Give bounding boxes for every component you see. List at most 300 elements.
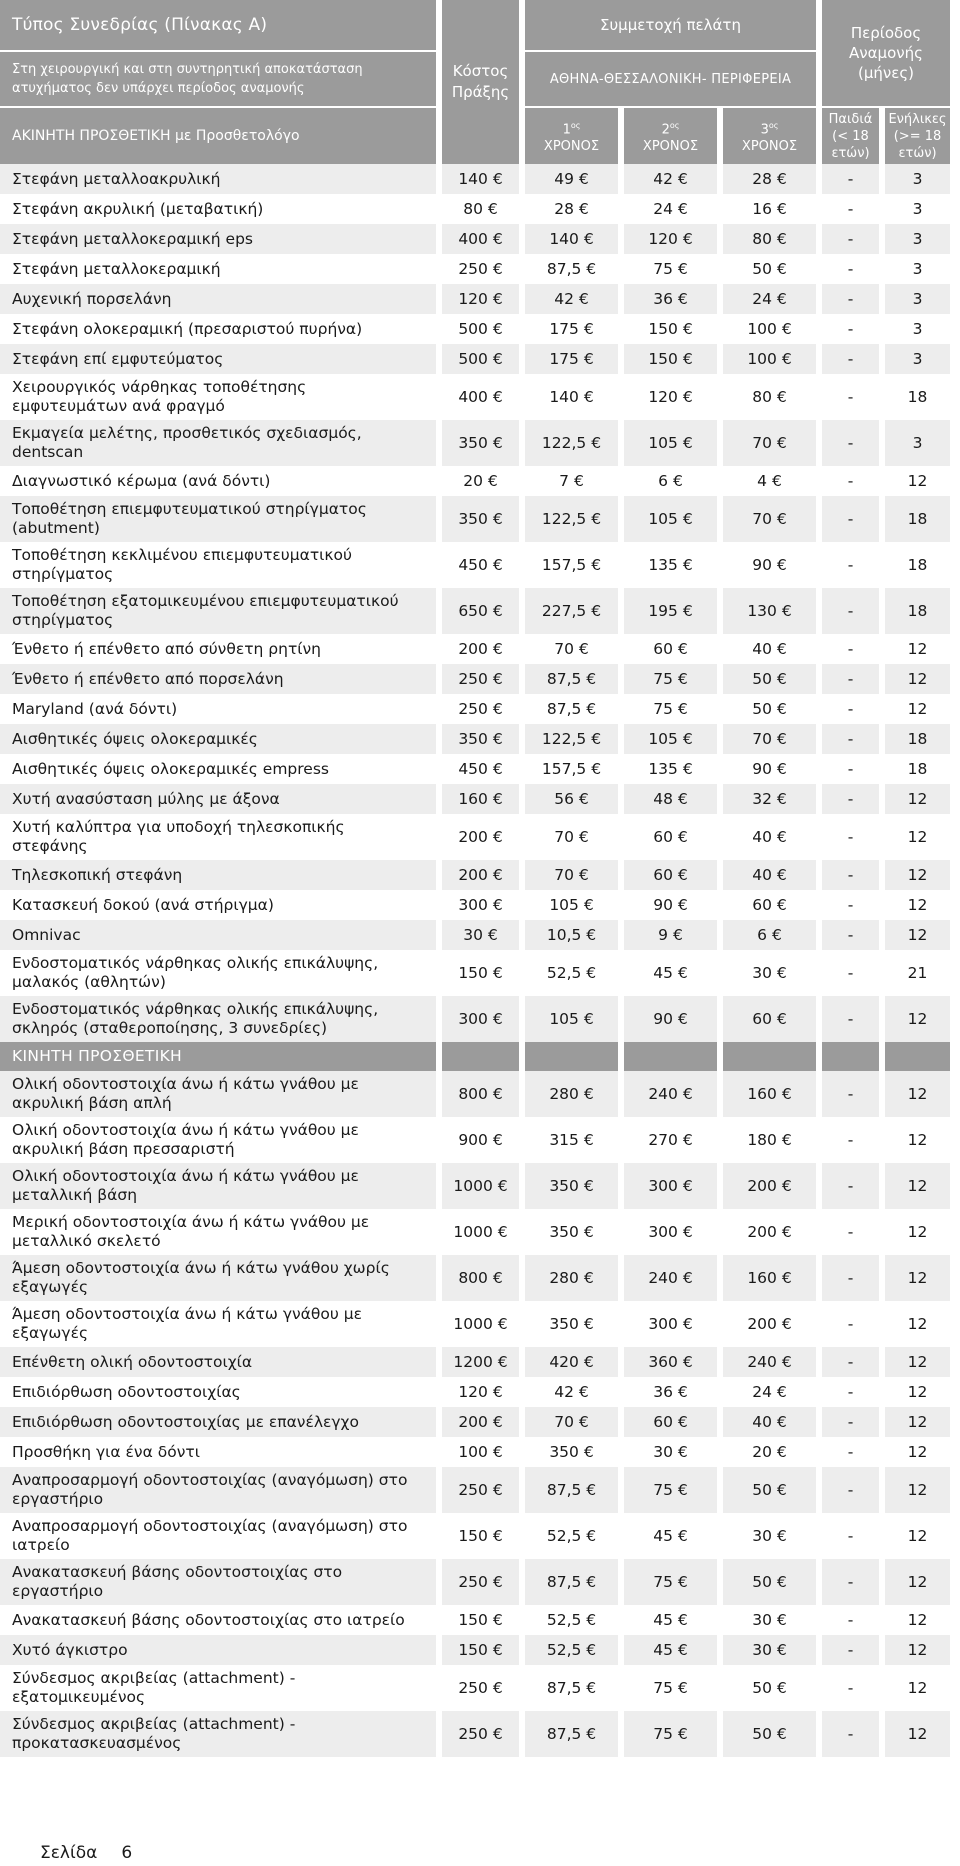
- kids-period-cell: -: [822, 314, 879, 344]
- procedure-name-line: ακρυλική βάση απλή: [12, 1094, 172, 1112]
- year-2-cell: 75 €: [624, 1467, 717, 1513]
- procedure-name-line: Στεφάνη μεταλλοκεραμική eps: [12, 229, 253, 248]
- cost-cell: 450 €: [442, 754, 519, 784]
- procedure-name-line: εργαστήριο: [12, 1490, 104, 1508]
- year-2-cell: 195 €: [624, 588, 717, 634]
- procedure-name-line: εμφυτευμάτων ανά φραγμό: [12, 397, 225, 415]
- kids-period-cell: -: [822, 996, 879, 1042]
- kids-period-cell: -: [822, 1117, 879, 1163]
- year-2-cell: 75 €: [624, 694, 717, 724]
- year-1-cell: 70 €: [525, 1407, 618, 1437]
- table-row: [0, 420, 950, 466]
- year-1-cell: 52,5 €: [525, 1605, 618, 1635]
- year-1-cell: 350 €: [525, 1209, 618, 1255]
- year-3-cell: 160 €: [723, 1255, 816, 1301]
- adults-header: Ενήλικες (>= 18 ετών): [885, 108, 950, 164]
- section-filler-cell: [525, 1042, 618, 1071]
- cost-header-line2: Πράξης: [451, 83, 510, 101]
- procedure-name-line: Σύνδεσμος ακριβείας (attachment) -: [12, 1715, 296, 1733]
- table-row: [0, 694, 950, 724]
- table-row: [0, 664, 950, 694]
- procedure-name-line: Ένθετο ή επένθετο από σύνθετη ρητίνη: [12, 639, 322, 658]
- cost-header: [442, 0, 519, 164]
- kids-period-cell: -: [822, 1437, 879, 1467]
- year-2-cell: 75 €: [624, 254, 717, 284]
- year-3-cell: 100 €: [723, 314, 816, 344]
- adults-period-cell: 18: [885, 754, 950, 784]
- year-3-header: $3^{o\varsigma}$ ΧΡΟΝΟΣ: [723, 108, 816, 164]
- procedure-name: [0, 194, 436, 224]
- cost-cell: 500 €: [442, 314, 519, 344]
- procedure-name: [0, 1117, 436, 1163]
- adults-period-cell: 12: [885, 1117, 950, 1163]
- procedure-name: [0, 1071, 436, 1117]
- procedure-name: [0, 694, 436, 724]
- cost-cell: 350 €: [442, 420, 519, 466]
- year-1-cell: 140 €: [525, 374, 618, 420]
- year-2-cell: 240 €: [624, 1255, 717, 1301]
- year-3-cell: 40 €: [723, 814, 816, 860]
- year-2-cell: 60 €: [624, 1407, 717, 1437]
- year-2-cell: 105 €: [624, 724, 717, 754]
- year-3-cell: 6 €: [723, 920, 816, 950]
- procedure-name: [0, 724, 436, 754]
- page-footer: [40, 1843, 132, 1863]
- procedure-name-line: στηρίγματος: [12, 565, 114, 583]
- year-3-cell: 50 €: [723, 1665, 816, 1711]
- year-2-cell: 75 €: [624, 664, 717, 694]
- year-3-cell: 50 €: [723, 694, 816, 724]
- year-3-cell: 100 €: [723, 344, 816, 374]
- year-3-cell: 40 €: [723, 860, 816, 890]
- period-line2: Αναμονής: [849, 44, 923, 62]
- page-label: Σελίδα: [40, 1843, 98, 1863]
- year-3-cell: 50 €: [723, 1467, 816, 1513]
- year-3-cell: 30 €: [723, 950, 816, 996]
- kids-period-cell: -: [822, 588, 879, 634]
- table-row: [0, 784, 950, 814]
- year-2-cell: 45 €: [624, 1513, 717, 1559]
- adults-period-cell: 12: [885, 814, 950, 860]
- kids-period-cell: -: [822, 950, 879, 996]
- year-2-cell: 300 €: [624, 1163, 717, 1209]
- adults-period-cell: 3: [885, 164, 950, 194]
- procedure-name-line: Omnivac: [12, 925, 81, 944]
- year-1-cell: 122,5 €: [525, 420, 618, 466]
- year-3-cell: 40 €: [723, 1407, 816, 1437]
- year-1-cell: 56 €: [525, 784, 618, 814]
- procedure-name-line: Αναπροσαρμογή οδοντοστοιχίας (αναγόμωση) στο: [12, 1471, 408, 1489]
- procedure-name-line: μαλακός (αθλητών): [12, 973, 166, 991]
- year-3-cell: 50 €: [723, 1711, 816, 1757]
- year-1-cell: 10,5 €: [525, 920, 618, 950]
- table-row: [0, 542, 950, 588]
- adults-period-cell: 12: [885, 1559, 950, 1605]
- year-1-cell: 175 €: [525, 344, 618, 374]
- procedure-name: [0, 920, 436, 950]
- section-header-row: [0, 1042, 950, 1071]
- kids-period-cell: -: [822, 1711, 879, 1757]
- procedure-name: [0, 224, 436, 254]
- procedure-name-line: προκατασκευασμένος: [12, 1734, 182, 1752]
- procedure-name: [0, 634, 436, 664]
- year-2-cell: 135 €: [624, 754, 717, 784]
- year-2-cell: 36 €: [624, 1377, 717, 1407]
- procedure-name-line: Προσθήκη για ένα δόντι: [12, 1442, 200, 1461]
- adults-period-cell: 12: [885, 1071, 950, 1117]
- procedure-name-line: Τοποθέτηση κεκλιμένου επιεμφυτευματικού: [12, 546, 353, 564]
- table-row: [0, 950, 950, 996]
- year-3-cell: 80 €: [723, 374, 816, 420]
- year-3-cell: 130 €: [723, 588, 816, 634]
- kids-period-cell: -: [822, 1605, 879, 1635]
- adults-period-cell: 12: [885, 1635, 950, 1665]
- kids-period-cell: -: [822, 496, 879, 542]
- procedure-name: [0, 1163, 436, 1209]
- kids-period-cell: -: [822, 1163, 879, 1209]
- year-3-cell: 180 €: [723, 1117, 816, 1163]
- kids-period-cell: -: [822, 724, 879, 754]
- year-2-cell: 30 €: [624, 1437, 717, 1467]
- adults-period-cell: 12: [885, 920, 950, 950]
- table-body: [0, 164, 950, 1757]
- year-1-cell: 420 €: [525, 1347, 618, 1377]
- procedure-name-line: Ένθετο ή επένθετο από πορσελάνη: [12, 669, 284, 688]
- procedure-name-line: Στεφάνη μεταλλοακρυλική: [12, 169, 221, 188]
- year-2-cell: 60 €: [624, 634, 717, 664]
- table-row: [0, 194, 950, 224]
- adults-period-cell: 18: [885, 588, 950, 634]
- adults-period-cell: 12: [885, 784, 950, 814]
- year-1-cell: 122,5 €: [525, 496, 618, 542]
- year-3-cell: 200 €: [723, 1209, 816, 1255]
- cost-cell: 200 €: [442, 860, 519, 890]
- procedure-name-line: Στεφάνη επί εμφυτεύματος: [12, 349, 224, 368]
- year-1-cell: 140 €: [525, 224, 618, 254]
- kids-period-cell: -: [822, 860, 879, 890]
- kids-period-cell: -: [822, 634, 879, 664]
- cost-cell: 450 €: [442, 542, 519, 588]
- year-1-header: $1^{o\varsigma}$ ΧΡΟΝΟΣ: [525, 108, 618, 164]
- adults-period-cell: 12: [885, 694, 950, 724]
- year-3-cell: 200 €: [723, 1163, 816, 1209]
- year-3-cell: 50 €: [723, 1559, 816, 1605]
- year-2-cell: 75 €: [624, 1559, 717, 1605]
- year-2-cell: 75 €: [624, 1711, 717, 1757]
- procedure-name-line: Maryland (ανά δόντι): [12, 699, 178, 718]
- cost-cell: 80 €: [442, 194, 519, 224]
- year-3-cell: 90 €: [723, 542, 816, 588]
- procedure-name-line: Ολική οδοντοστοιχία άνω ή κάτω γνάθου με: [12, 1075, 359, 1093]
- year-2-cell: 120 €: [624, 374, 717, 420]
- period-line3: (μήνες): [857, 64, 915, 82]
- table-title: Τύπος Συνεδρίας (Πίνακας Α): [0, 0, 436, 52]
- year-3-cell: 200 €: [723, 1301, 816, 1347]
- table-row: [0, 1071, 950, 1117]
- adults-period-cell: 12: [885, 1209, 950, 1255]
- table-row: [0, 754, 950, 784]
- year-1-cell: 87,5 €: [525, 1711, 618, 1757]
- section-filler-cell: [624, 1042, 717, 1071]
- table-row: [0, 1665, 950, 1711]
- category-header: ΑΚΙΝΗΤΗ ΠΡΟΣΘΕΤΙΚΗ με Προσθετολόγο: [0, 108, 436, 164]
- year-1-cell: 87,5 €: [525, 1467, 618, 1513]
- cost-cell: 1000 €: [442, 1301, 519, 1347]
- cost-cell: 200 €: [442, 814, 519, 860]
- procedure-name: [0, 890, 436, 920]
- cost-cell: 500 €: [442, 344, 519, 374]
- year-1-cell: 49 €: [525, 164, 618, 194]
- section-title: ΚΙΝΗΤΗ ΠΡΟΣΘΕΤΙΚΗ: [0, 1042, 436, 1071]
- adults-period-cell: 12: [885, 634, 950, 664]
- cost-cell: 800 €: [442, 1255, 519, 1301]
- procedure-name: [0, 314, 436, 344]
- procedure-name-line: εξαγωγές: [12, 1324, 89, 1342]
- procedure-name-line: μεταλλική βάση: [12, 1186, 138, 1204]
- year-3-cell: 80 €: [723, 224, 816, 254]
- cost-cell: 400 €: [442, 224, 519, 254]
- procedure-name-line: Επένθετη ολική οδοντοστοιχία: [12, 1352, 253, 1371]
- table-row: [0, 1301, 950, 1347]
- kids-period-cell: -: [822, 694, 879, 724]
- adults-period-cell: 12: [885, 1377, 950, 1407]
- cost-cell: 150 €: [442, 1605, 519, 1635]
- procedure-name-line: Χυτή καλύπτρα για υποδοχή τηλεσκοπικής: [12, 818, 345, 836]
- table-row: [0, 1559, 950, 1605]
- procedure-name-line: Εκμαγεία μελέτης, προσθετικός σχεδιασμός,: [12, 424, 362, 442]
- waiting-period-header: [822, 0, 950, 108]
- table-header: [0, 0, 950, 164]
- procedure-name-line: Τοποθέτηση επιεμφυτευματικού στηρίγματος: [12, 500, 367, 518]
- adults-period-cell: 3: [885, 284, 950, 314]
- year-1-cell: 175 €: [525, 314, 618, 344]
- procedure-name: [0, 950, 436, 996]
- adults-period-cell: 12: [885, 1711, 950, 1757]
- kids-period-cell: -: [822, 1665, 879, 1711]
- cost-cell: 150 €: [442, 1635, 519, 1665]
- procedure-name-line: στεφάνης: [12, 837, 88, 855]
- procedure-name: [0, 1255, 436, 1301]
- table-row: [0, 860, 950, 890]
- procedure-name-line: μεταλλικό σκελετό: [12, 1232, 161, 1250]
- table-row: [0, 284, 950, 314]
- adults-period-cell: 12: [885, 860, 950, 890]
- year-1-cell: 70 €: [525, 860, 618, 890]
- procedure-name: [0, 664, 436, 694]
- procedure-name-line: εξατομικευμένος: [12, 1688, 146, 1706]
- year-1-cell: 42 €: [525, 1377, 618, 1407]
- year-3-cell: 70 €: [723, 420, 816, 466]
- kids-period-cell: -: [822, 344, 879, 374]
- table-row: [0, 724, 950, 754]
- year-1-cell: 52,5 €: [525, 950, 618, 996]
- year-2-cell: 60 €: [624, 860, 717, 890]
- year-3-cell: 240 €: [723, 1347, 816, 1377]
- year-3-cell: 70 €: [723, 724, 816, 754]
- table-row: [0, 344, 950, 374]
- procedure-name-line: Αναπροσαρμογή οδοντοστοιχίας (αναγόμωση) στο: [12, 1517, 408, 1535]
- cost-cell: 350 €: [442, 496, 519, 542]
- procedure-name: [0, 1513, 436, 1559]
- year-1-cell: 280 €: [525, 1071, 618, 1117]
- procedure-name-line: Κατασκευή δοκού (ανά στήριγμα): [12, 895, 274, 914]
- page-number: 6: [121, 1843, 133, 1863]
- kids-period-cell: -: [822, 1377, 879, 1407]
- year-2-cell: 9 €: [624, 920, 717, 950]
- procedure-name: [0, 1437, 436, 1467]
- year-1-cell: 105 €: [525, 996, 618, 1042]
- cost-cell: 150 €: [442, 950, 519, 996]
- cost-cell: 120 €: [442, 1377, 519, 1407]
- table-row: [0, 1513, 950, 1559]
- cost-cell: 350 €: [442, 724, 519, 754]
- kids-period-cell: -: [822, 254, 879, 284]
- table-row: [0, 1209, 950, 1255]
- year-1-cell: 350 €: [525, 1163, 618, 1209]
- table-row: [0, 1635, 950, 1665]
- cost-cell: 200 €: [442, 634, 519, 664]
- table-row: [0, 1605, 950, 1635]
- table-row: [0, 1255, 950, 1301]
- year-2-cell: 150 €: [624, 344, 717, 374]
- year-2-cell: 120 €: [624, 224, 717, 254]
- participation-header: Συμμετοχή πελάτη: [525, 0, 816, 52]
- cost-cell: 800 €: [442, 1071, 519, 1117]
- year-2-cell: 90 €: [624, 996, 717, 1042]
- cost-cell: 900 €: [442, 1117, 519, 1163]
- procedure-name-line: ακρυλική βάση πρεσσαριστή: [12, 1140, 235, 1158]
- adults-period-cell: 3: [885, 314, 950, 344]
- cost-cell: 250 €: [442, 694, 519, 724]
- year-2-cell: 135 €: [624, 542, 717, 588]
- procedure-name: [0, 254, 436, 284]
- year-1-cell: 157,5 €: [525, 754, 618, 784]
- year-1-cell: 87,5 €: [525, 254, 618, 284]
- adults-period-cell: 3: [885, 420, 950, 466]
- adults-period-cell: 3: [885, 224, 950, 254]
- year-2-cell: 42 €: [624, 164, 717, 194]
- year-3-cell: 24 €: [723, 1377, 816, 1407]
- procedure-name: [0, 1347, 436, 1377]
- adults-period-cell: 12: [885, 890, 950, 920]
- table-row: [0, 1377, 950, 1407]
- kids-period-cell: -: [822, 920, 879, 950]
- procedure-name: [0, 996, 436, 1042]
- kids-period-cell: -: [822, 1347, 879, 1377]
- year-3-cell: 4 €: [723, 466, 816, 496]
- year-2-cell: 45 €: [624, 950, 717, 996]
- procedure-name: [0, 496, 436, 542]
- procedure-name: [0, 420, 436, 466]
- procedure-name-line: Ανακατασκευή βάσης οδοντοστοιχίας στο: [12, 1563, 343, 1581]
- year-2-cell: 300 €: [624, 1301, 717, 1347]
- procedure-name: [0, 1467, 436, 1513]
- procedure-name-line: Διαγνωστικό κέρωμα (ανά δόντι): [12, 471, 271, 490]
- year-1-cell: 42 €: [525, 284, 618, 314]
- year-2-cell: 105 €: [624, 496, 717, 542]
- kids-period-cell: -: [822, 194, 879, 224]
- year-2-cell: 75 €: [624, 1665, 717, 1711]
- procedure-name-line: Άμεση οδοντοστοιχία άνω ή κάτω γνάθου με: [12, 1305, 362, 1323]
- year-2-cell: 60 €: [624, 814, 717, 860]
- procedure-name-line: ιατρείο: [12, 1536, 70, 1554]
- kids-period-cell: -: [822, 466, 879, 496]
- year-2-cell: 6 €: [624, 466, 717, 496]
- year-3-cell: 16 €: [723, 194, 816, 224]
- table-row: [0, 890, 950, 920]
- cost-cell: 30 €: [442, 920, 519, 950]
- procedure-name-line: Ενδοστοματικός νάρθηκας ολικής επικάλυψης,: [12, 954, 379, 972]
- kids-period-cell: -: [822, 1301, 879, 1347]
- cost-cell: 250 €: [442, 664, 519, 694]
- procedure-name-line: εργαστήριο: [12, 1582, 104, 1600]
- adults-period-cell: 3: [885, 254, 950, 284]
- cost-cell: 650 €: [442, 588, 519, 634]
- cost-cell: 160 €: [442, 784, 519, 814]
- kids-period-cell: -: [822, 164, 879, 194]
- table-row: [0, 1467, 950, 1513]
- procedure-name: [0, 754, 436, 784]
- adults-period-cell: 12: [885, 1665, 950, 1711]
- table-row: [0, 920, 950, 950]
- cost-cell: 250 €: [442, 1467, 519, 1513]
- procedure-name-line: σκληρός (σταθεροποίησης, 3 συνεδρίες): [12, 1019, 328, 1037]
- year-2-header: $2^{o\varsigma}$ ΧΡΟΝΟΣ: [624, 108, 717, 164]
- year-3-cell: 50 €: [723, 664, 816, 694]
- cost-cell: 140 €: [442, 164, 519, 194]
- table-row: [0, 996, 950, 1042]
- year-1-cell: 70 €: [525, 634, 618, 664]
- procedure-name-line: Μερική οδοντοστοιχία άνω ή κάτω γνάθου με: [12, 1213, 370, 1231]
- procedure-name-line: Χειρουργικός νάρθηκας τοποθέτησης: [12, 378, 307, 396]
- table-row: [0, 814, 950, 860]
- year-3-cell: 30 €: [723, 1513, 816, 1559]
- kids-period-cell: -: [822, 420, 879, 466]
- kids-period-cell: -: [822, 1255, 879, 1301]
- year-3-cell: 32 €: [723, 784, 816, 814]
- kids-period-cell: -: [822, 1513, 879, 1559]
- procedure-name: [0, 284, 436, 314]
- year-3-cell: 30 €: [723, 1605, 816, 1635]
- procedure-name: [0, 542, 436, 588]
- year-1-cell: 87,5 €: [525, 1559, 618, 1605]
- cost-cell: 20 €: [442, 466, 519, 496]
- year-1-cell: 87,5 €: [525, 694, 618, 724]
- procedure-name: [0, 1407, 436, 1437]
- adults-period-cell: 18: [885, 542, 950, 588]
- procedure-name-line: Αισθητικές όψεις ολοκεραμικές: [12, 729, 258, 748]
- table-row: [0, 254, 950, 284]
- table-row: [0, 466, 950, 496]
- procedure-name: [0, 1665, 436, 1711]
- table-row: [0, 374, 950, 420]
- kids-period-cell: -: [822, 1407, 879, 1437]
- kids-period-cell: -: [822, 1467, 879, 1513]
- procedure-name-line: εξαγωγές: [12, 1278, 89, 1296]
- table-subtitle: [0, 52, 436, 108]
- kids-period-cell: -: [822, 1071, 879, 1117]
- cost-cell: 250 €: [442, 1711, 519, 1757]
- year-2-cell: 45 €: [624, 1605, 717, 1635]
- kids-period-cell: -: [822, 784, 879, 814]
- cost-cell: 400 €: [442, 374, 519, 420]
- year-2-cell: 300 €: [624, 1209, 717, 1255]
- year-1-cell: 87,5 €: [525, 1665, 618, 1711]
- cost-cell: 250 €: [442, 1559, 519, 1605]
- year-1-cell: 280 €: [525, 1255, 618, 1301]
- procedure-name: [0, 784, 436, 814]
- procedure-name-line: Άμεση οδοντοστοιχία άνω ή κάτω γνάθου χωρίς: [12, 1259, 390, 1277]
